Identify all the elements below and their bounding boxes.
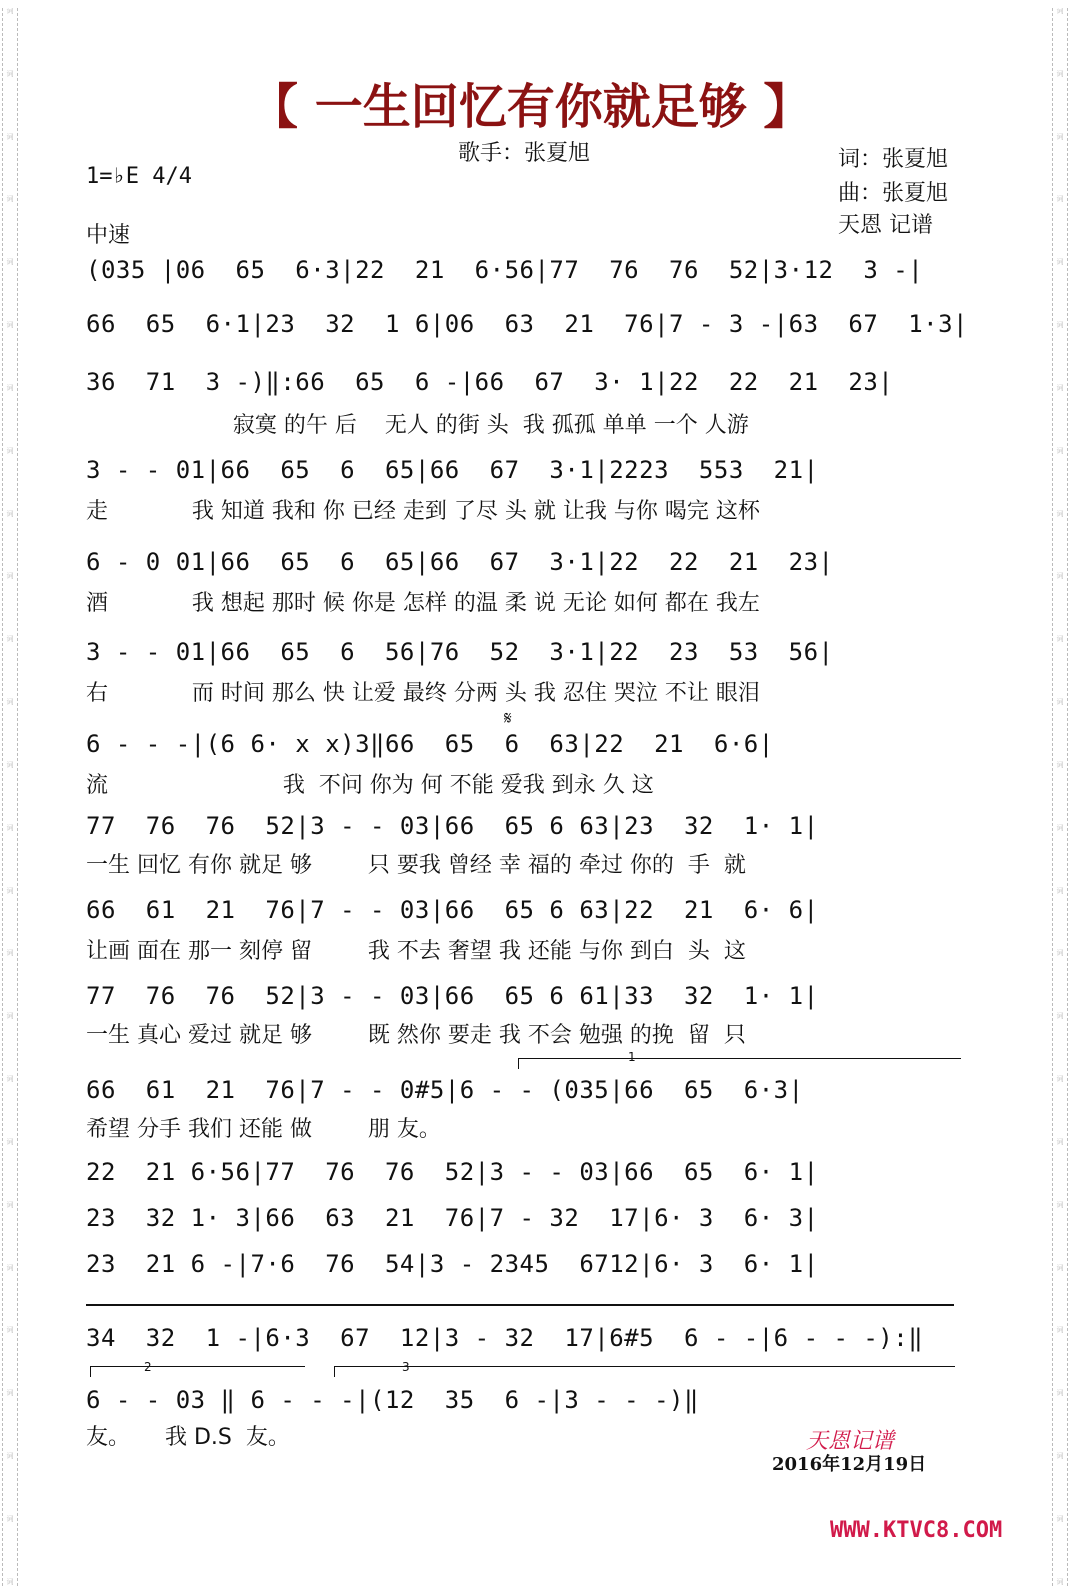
watermark-glyph: 词: [1056, 8, 1064, 15]
notation-line-12: 22 21 6·56|77 76 76 52|3 - - 03|66 65 6· 1|: [86, 1158, 819, 1186]
watermark-glyph: 词: [6, 1200, 14, 1209]
watermark-glyph: 词: [1056, 1263, 1064, 1272]
lyric-line-7: 流 我 不问 你为 何 不能 爱我 到永 久 这: [86, 773, 654, 798]
watermark-glyph: 词: [1056, 132, 1064, 141]
watermark-glyph: 词: [6, 1389, 14, 1398]
watermark-glyph: 词: [1056, 949, 1064, 958]
notation-line-13: 23 32 1· 3|66 63 21 76|7 - 32 17|6· 3 6· 3|: [86, 1204, 819, 1232]
watermark-glyph: 词: [1056, 509, 1064, 518]
notation-line-10: 77 76 76 52|3 - - 03|66 65 6 61|33 32 1· 1|: [86, 982, 819, 1010]
watermark-glyph: 词: [6, 1514, 14, 1523]
watermark-glyph: 词: [1056, 823, 1064, 832]
watermark-glyph: 词: [6, 321, 14, 330]
watermark-glyph: 词: [1056, 572, 1064, 581]
lyricist-credit: 词：张夏旭: [838, 147, 949, 172]
right-watermark-strip: [1052, 8, 1068, 1586]
notation-line-7: 6 - - -|(6 6· x x)3‖66 65 6 63|22 21 6·6|: [86, 730, 774, 758]
watermark-glyph: 词: [6, 8, 14, 15]
singer-credit: 歌手：张夏旭: [458, 141, 591, 166]
watermark-glyph: 词: [1056, 886, 1064, 895]
scribe-stamp: 天恩记谱: [806, 1429, 895, 1454]
volta-bracket-1: [518, 1058, 961, 1069]
section-divider: [86, 1304, 954, 1306]
watermark-glyph: 词: [1056, 1075, 1064, 1084]
volta-bracket-2: [90, 1366, 305, 1377]
scribe-credit: 天恩 记谱: [838, 213, 933, 238]
notation-line-4: 3 - - 01|66 65 6 65|66 67 3·1|2223 553 21|: [86, 456, 819, 484]
notation-line-14: 23 21 6 -|7·6 76 54|3 - 2345 6712|6· 3 6· 1|: [86, 1250, 819, 1278]
watermark-glyph: 词: [6, 635, 14, 644]
watermark-glyph: 词: [6, 69, 14, 78]
left-watermark-strip: [2, 8, 18, 1586]
watermark-glyph: 词: [1056, 635, 1064, 644]
watermark-glyph: 词: [6, 823, 14, 832]
watermark-glyph: 词: [6, 1577, 14, 1586]
watermark-glyph: 词: [6, 1075, 14, 1084]
watermark-glyph: 词: [1056, 258, 1064, 267]
notation-line-8: 77 76 76 52|3 - - 03|66 65 6 63|23 32 1· 1|: [86, 812, 819, 840]
watermark-glyph: 词: [6, 1326, 14, 1335]
volta-number-3: 3: [402, 1360, 410, 1374]
lyric-line-11: 希望 分手 我们 还能 做 朋 友。: [86, 1117, 441, 1142]
lyric-line-10: 一生 真心 爱过 就足 够 既 然你 要走 我 不会 勉强 的挽 留 只: [86, 1023, 746, 1048]
watermark-glyph: 词: [6, 1012, 14, 1021]
watermark-glyph: 词: [1056, 1012, 1064, 1021]
notation-line-5: 6 - 0 01|66 65 6 65|66 67 3·1|22 22 21 23|: [86, 548, 834, 576]
watermark-glyph: 词: [1056, 195, 1064, 204]
watermark-glyph: 词: [6, 698, 14, 707]
watermark-glyph: 词: [1056, 321, 1064, 330]
notation-line-15: 34 32 1 -|6·3 67 12|3 - 32 17|6#5 6 - -|6 - - -):‖: [86, 1324, 924, 1352]
watermark-glyph: 词: [1056, 1326, 1064, 1335]
watermark-glyph: 词: [1056, 69, 1064, 78]
watermark-glyph: 词: [6, 572, 14, 581]
watermark-glyph: 词: [1056, 1452, 1064, 1461]
composer-credit: 曲：张夏旭: [838, 181, 949, 206]
watermark-glyph: 词: [6, 949, 14, 958]
site-url: WWW.KTVC8.COM: [830, 1518, 1003, 1543]
notation-line-6: 3 - - 01|66 65 6 56|76 52 3·1|22 23 53 56|: [86, 638, 834, 666]
watermark-glyph: 词: [6, 1263, 14, 1272]
watermark-glyph: 词: [6, 760, 14, 769]
lyric-line-5: 酒 我 想起 那时 候 你是 怎样 的温 柔 说 无论 如何 都在 我左: [86, 591, 760, 616]
watermark-glyph: 词: [1056, 446, 1064, 455]
watermark-glyph: 词: [6, 195, 14, 204]
segno-sign: 𝄋: [504, 708, 512, 729]
watermark-glyph: 词: [6, 383, 14, 392]
watermark-glyph: 词: [6, 1452, 14, 1461]
key-signature: 1=♭E 4/4: [86, 164, 192, 189]
lyric-line-3: 寂寞 的午 后 无人 的街 头 我 孤孤 单单 一个 人游: [86, 413, 749, 438]
lyric-line-4: 走 我 知道 我和 你 已经 走到 了尽 头 就 让我 与你 喝完 这杯: [86, 499, 760, 524]
volta-bracket-3: [334, 1366, 955, 1377]
watermark-glyph: 词: [1056, 1389, 1064, 1398]
watermark-glyph: 词: [6, 886, 14, 895]
watermark-glyph: 词: [6, 509, 14, 518]
song-title: 【 一生回忆有你就足够 】: [250, 79, 812, 135]
watermark-glyph: 词: [1056, 1137, 1064, 1146]
notation-line-16: 6 - - 03 ‖ 6 - - -|(12 35 6 -|3 - - -)‖: [86, 1386, 699, 1414]
watermark-glyph: 词: [1056, 1200, 1064, 1209]
notation-line-3: 36 71 3 -)‖:66 65 6 -|66 67 3· 1|22 22 21 23|: [86, 368, 894, 396]
notation-line-1: (035 |06 65 6·3|22 21 6·56|77 76 76 52|3·12 3 -|: [86, 256, 924, 284]
watermark-glyph: 词: [1056, 1514, 1064, 1523]
watermark-glyph: 词: [6, 1137, 14, 1146]
lyric-line-16: 友。 我 D.S 友。: [86, 1425, 290, 1450]
lyric-line-8: 一生 回忆 有你 就足 够 只 要我 曾经 幸 福的 牵过 你的 手 就: [86, 853, 746, 878]
watermark-glyph: 词: [1056, 760, 1064, 769]
watermark-glyph: 词: [6, 258, 14, 267]
date-text: 2016年12月19日: [772, 1454, 927, 1475]
tempo-marking: 中速: [86, 223, 131, 248]
lyric-line-9: 让画 面在 那一 刻停 留 我 不去 奢望 我 还能 与你 到白 头 这: [86, 939, 746, 964]
notation-line-11: 66 61 21 76|7 - - 0#5|6 - - (035|66 65 6·3|: [86, 1076, 804, 1104]
watermark-glyph: 词: [1056, 1577, 1064, 1586]
watermark-glyph: 词: [6, 446, 14, 455]
notation-line-2: 66 65 6·1|23 32 1 6|06 63 21 76|7 - 3 -|63 67 1·3|: [86, 310, 969, 338]
watermark-glyph: 词: [1056, 698, 1064, 707]
watermark-glyph: 词: [1056, 383, 1064, 392]
notation-line-9: 66 61 21 76|7 - - 03|66 65 6 63|22 21 6· 6|: [86, 896, 819, 924]
volta-number-2: 2: [144, 1360, 152, 1374]
watermark-glyph: 词: [6, 132, 14, 141]
lyric-line-6: 右 而 时间 那么 快 让爱 最终 分两 头 我 忍住 哭泣 不让 眼泪: [86, 681, 760, 706]
volta-number-1: 1: [628, 1050, 636, 1064]
